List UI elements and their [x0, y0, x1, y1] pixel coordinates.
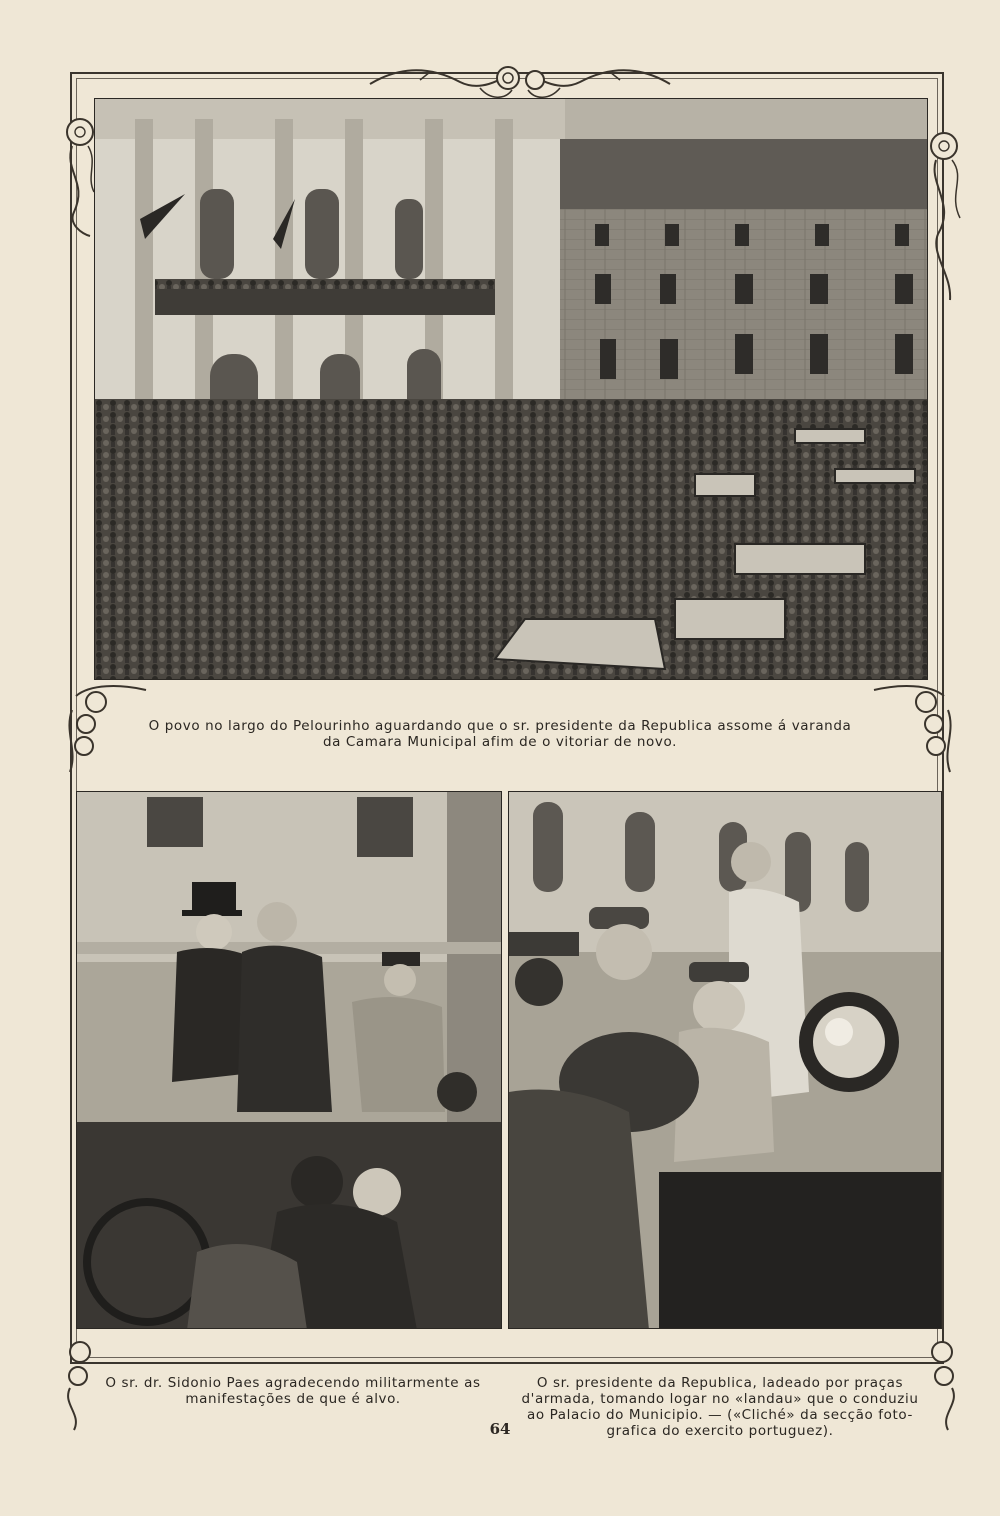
bottom-left-photo-sidonio-paes	[76, 791, 502, 1329]
bottom-right-photo-caption: O sr. presidente da Republica, ladeado por praças d'armada, tomando logar no «landau» que o conduziu ao Palacio do Municipio. — («Cliché» da secção foto- grafica do exercito portuguez).	[521, 1375, 919, 1439]
bottom-left-photo-caption: O sr. dr. Sidonio Paes agradecendo militarmente as manifestações de que é alvo.	[105, 1375, 481, 1407]
right-upper-ornament	[922, 124, 970, 304]
bottom-right-photo-president-landau	[508, 791, 942, 1329]
page-number: 64	[489, 1420, 511, 1438]
top-photo-crowd-town-hall	[94, 98, 928, 680]
top-photo-caption: O povo no largo do Pelourinho aguardando que o sr. presidente da Republica assome á varanda da Camara Municipal afim de o vitoriar de novo.	[148, 718, 852, 750]
